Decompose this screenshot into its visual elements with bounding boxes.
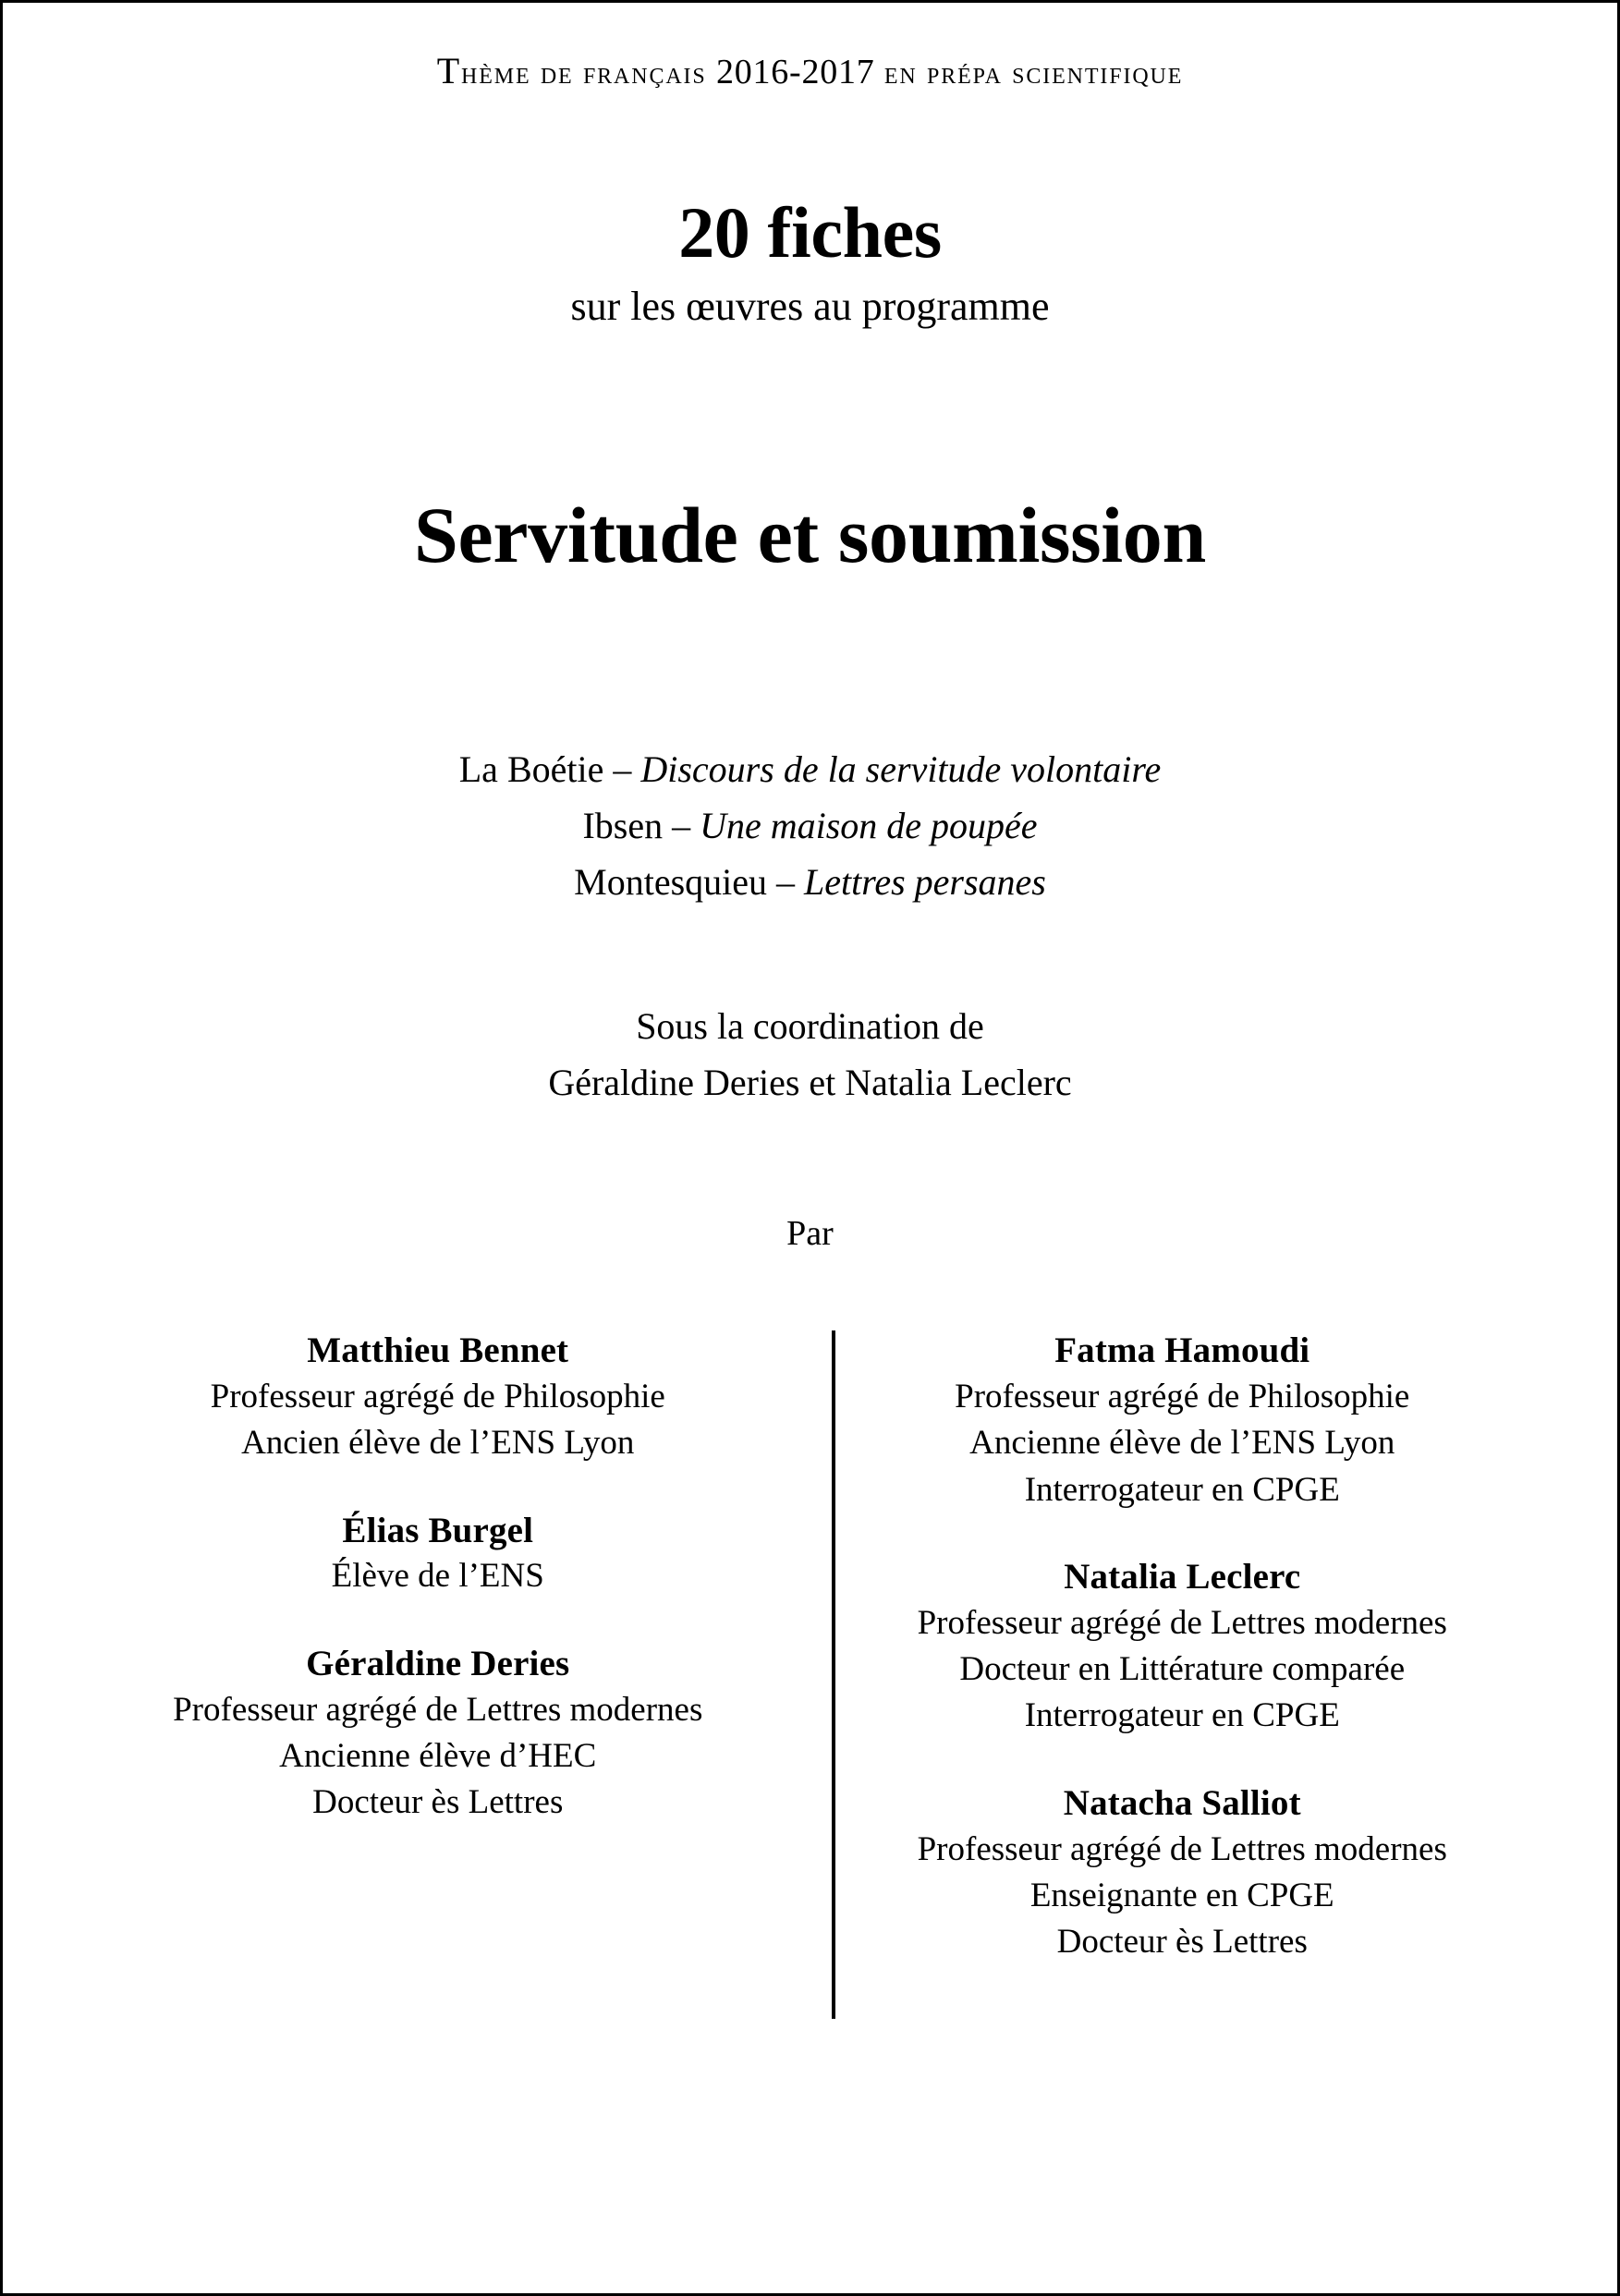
- contributor-role: Enseignante en CPGE: [1029, 1876, 1334, 1914]
- running-head-prefix: hème de français: [461, 56, 716, 91]
- contributor-role: Ancien élève de l’ENS Lyon: [241, 1424, 635, 1463]
- contributor-role: Docteur ès Lettres: [1056, 1923, 1308, 1962]
- contributor-role: Élève de l’ENS: [331, 1557, 544, 1596]
- running-head: [3, 49, 1617, 92]
- contributor-role: Ancienne élève d’HEC: [279, 1736, 597, 1775]
- contributor-role: Interrogateur en CPGE: [1024, 1470, 1340, 1509]
- work-item: [3, 742, 1617, 798]
- work-title: Lettres persanes: [804, 860, 1046, 903]
- running-head-suffix: en prépa scientifique: [874, 56, 1184, 91]
- contributors-section: [114, 1328, 1506, 1966]
- contributor-role: Professeur agrégé de Philosophie: [210, 1377, 665, 1415]
- work-item: [3, 798, 1617, 855]
- contributor-entry: [859, 1328, 1507, 1513]
- contributor-role: Ancienne élève de l’ENS Lyon: [969, 1424, 1395, 1463]
- coordination-names: Géraldine Deries et Natalia Leclerc: [548, 1061, 1072, 1103]
- contributor-name: Géraldine Deries: [306, 1643, 570, 1683]
- contributor-name: Fatma Hamoudi: [1054, 1330, 1310, 1370]
- contributor-role: Professeur agrégé de Lettres modernes: [917, 1829, 1447, 1868]
- contributor-role: Professeur agrégé de Philosophie: [955, 1377, 1410, 1415]
- work-item: [3, 855, 1617, 911]
- coordination-label: Sous la coordination de: [636, 1005, 984, 1047]
- contributors-column-left: [114, 1328, 810, 1827]
- running-head-years: 2016-2017: [716, 53, 875, 91]
- contributor-entry: [114, 1328, 762, 1467]
- contributor-name: Natalia Leclerc: [1064, 1556, 1301, 1597]
- contributor-name: Matthieu Bennet: [307, 1330, 569, 1370]
- contributor-role: Professeur agrégé de Lettres modernes: [917, 1603, 1447, 1642]
- contributor-entry: [859, 1780, 1507, 1966]
- contributor-name: Natacha Salliot: [1063, 1782, 1301, 1823]
- work-author: La Boétie –: [458, 748, 641, 790]
- contributor-name: Élias Burgel: [342, 1510, 534, 1550]
- contributor-role: Interrogateur en CPGE: [1024, 1696, 1340, 1735]
- work-title: Une maison de poupée: [700, 804, 1038, 846]
- works-list: [3, 742, 1617, 910]
- contributor-role: Docteur en Littérature comparée: [959, 1650, 1406, 1689]
- work-author: Montesquieu –: [574, 860, 805, 903]
- contributor-role: Professeur agrégé de Lettres modernes: [173, 1690, 703, 1729]
- coordination-block: [3, 999, 1617, 1112]
- contributor-entry: [859, 1554, 1507, 1740]
- work-title: Discours de la servitude volontaire: [640, 748, 1162, 790]
- contributor-role: Docteur ès Lettres: [312, 1783, 564, 1822]
- fiches-block: [3, 192, 1617, 331]
- contributor-entry: [114, 1641, 762, 1827]
- fiches-subtitle: sur les œuvres au programme: [570, 283, 1050, 329]
- work-author: Ibsen –: [582, 804, 700, 846]
- running-head-initial: T: [436, 50, 462, 91]
- contributor-entry: [114, 1508, 762, 1600]
- contributors-column-right: [810, 1328, 1507, 1966]
- page-title: Servitude et soumission: [414, 491, 1206, 579]
- by-label: Par: [786, 1214, 834, 1253]
- fiches-count: 20 fiches: [678, 192, 942, 273]
